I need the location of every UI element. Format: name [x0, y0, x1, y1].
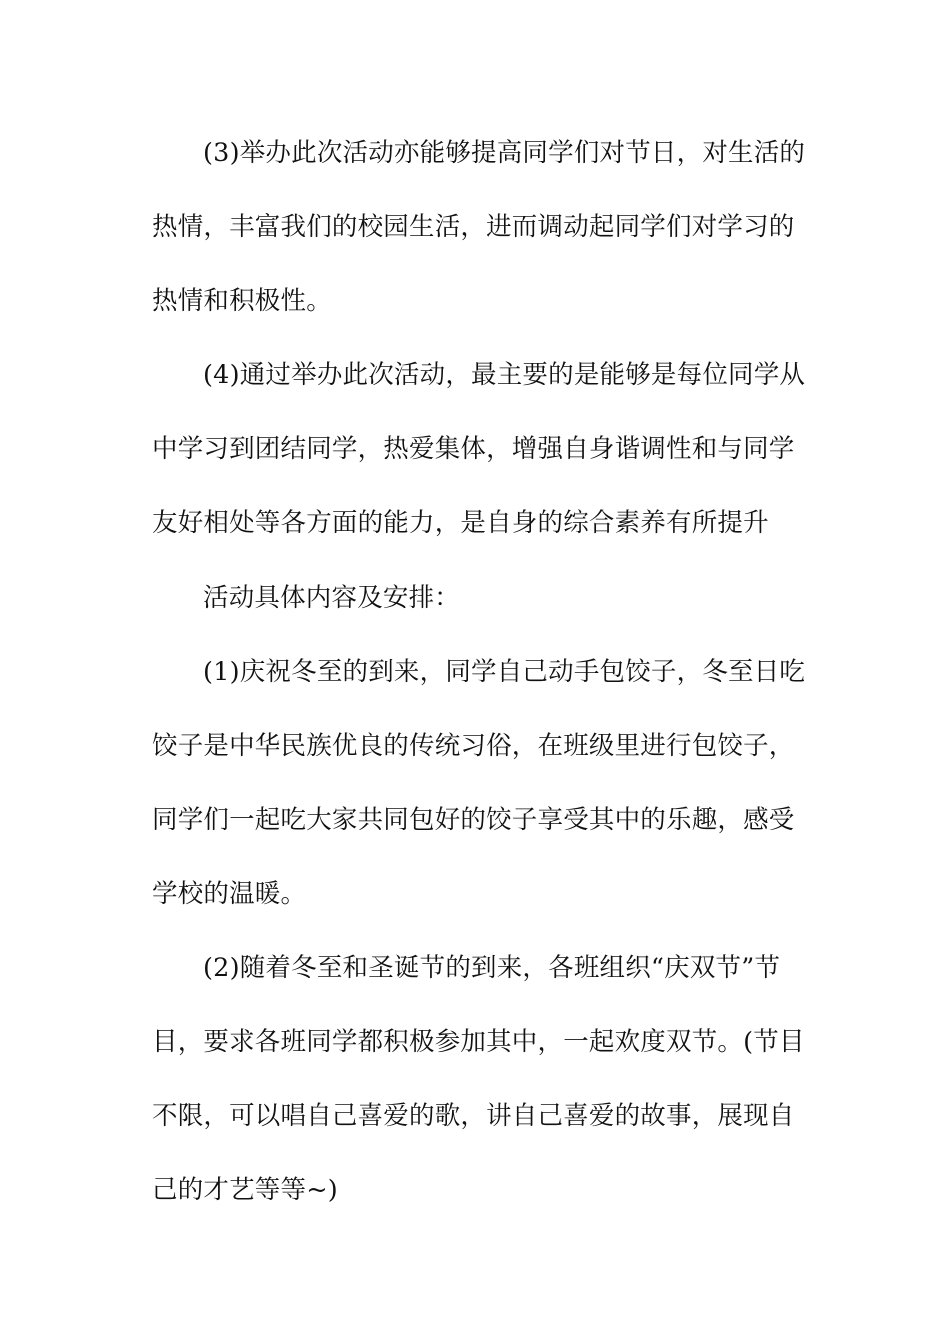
- paragraph-3-line-1: (3)举办此次活动亦能够提高同学们对节日，对生活的: [203, 138, 806, 168]
- item-1-line-1: (1)庆祝冬至的到来，同学自己动手包饺子，冬至日吃: [203, 657, 806, 687]
- item-2-line-4: 己的才艺等等~): [152, 1175, 338, 1205]
- item-2-line-1: (2)随着冬至和圣诞节的到来，各班组织“庆双节”节: [203, 953, 781, 983]
- item-1-line-3: 同学们一起吃大家共同包好的饺子享受其中的乐趣，感受: [152, 805, 795, 835]
- paragraph-3-line-3: 热情和积极性。: [152, 286, 332, 316]
- paragraph-3-line-2: 热情，丰富我们的校园生活，进而调动起同学们对学习的: [152, 212, 795, 242]
- item-2-line-2: 目，要求各班同学都积极参加其中，一起欢度双节。(节目: [152, 1027, 805, 1057]
- item-1-line-2: 饺子是中华民族优良的传统习俗，在班级里进行包饺子，: [152, 731, 795, 761]
- item-1-line-4: 学校的温暖。: [152, 879, 307, 909]
- paragraph-4-line-2: 中学习到团结同学，热爱集体，增强自身谐调性和与同学: [152, 434, 795, 464]
- paragraph-4-line-3: 友好相处等各方面的能力，是自身的综合素养有所提升: [152, 508, 769, 538]
- section-heading-activity-content: 活动具体内容及安排：: [203, 583, 461, 613]
- paragraph-4-line-1: (4)通过举办此次活动，最主要的是能够是每位同学从: [203, 360, 806, 390]
- item-2-line-3: 不限，可以唱自己喜爱的歌，讲自己喜爱的故事，展现自: [152, 1101, 795, 1131]
